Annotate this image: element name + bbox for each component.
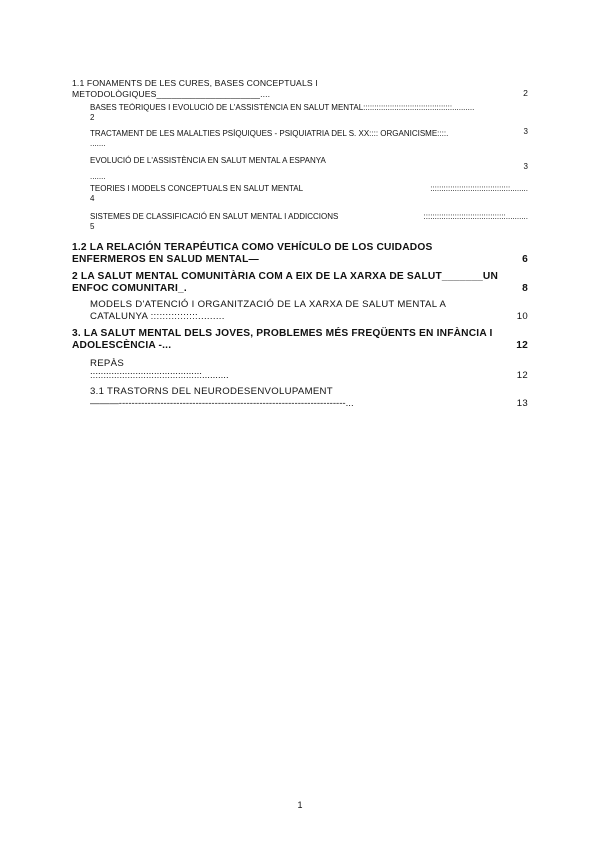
- toc-entry[interactable]: [72, 212, 528, 232]
- toc-entry-title-cont: METODOLÒGIQUES_____________________....: [72, 88, 271, 99]
- toc-entry-leaders: .......: [90, 172, 106, 181]
- toc-page-number: 13: [516, 398, 528, 409]
- toc-entry[interactable]: [72, 271, 528, 295]
- toc-entry-title-cont: ADOLESCÈNCIA -...: [72, 340, 172, 351]
- toc-page-number: 5: [90, 222, 95, 231]
- toc-entry[interactable]: [72, 358, 528, 382]
- toc-entry[interactable]: [72, 103, 528, 123]
- toc-page-number: 12: [516, 340, 528, 351]
- toc-page-number: 6: [522, 254, 528, 265]
- toc-page-number: 4: [90, 194, 95, 203]
- toc-entry[interactable]: [72, 242, 528, 266]
- toc-entry-title: EVOLUCIÓ DE L'ASSISTÈNCIA EN SALUT MENTAL A ESPANYA: [90, 156, 326, 165]
- toc-entry-title: TRACTAMENT DE LES MALALTIES PSÍQUIQUES - PSIQUIATRIA DEL S. XX:::: ORGANICISME::::.: [90, 129, 449, 138]
- toc-page-number: 2: [90, 113, 95, 122]
- toc-entry-title: 3. LA SALUT MENTAL DELS JOVES, PROBLEMES MÉS FREQÜENTS EN INFÀNCIA I: [72, 328, 493, 339]
- table-of-contents: [72, 78, 528, 410]
- toc-page-number: 3: [523, 162, 528, 171]
- toc-entry[interactable]: [72, 184, 528, 204]
- toc-entry[interactable]: [72, 78, 528, 99]
- toc-entry-title: 1.2 LA RELACIÓN TERAPÉUTICA COMO VEHÍCULO DE LOS CUIDADOS: [72, 242, 433, 253]
- toc-entry[interactable]: [72, 156, 528, 182]
- toc-entry-title: REPÀS: [90, 358, 125, 369]
- toc-entry-title-cont: CATALUNYA ::::::::::::::::.........: [90, 311, 225, 322]
- toc-page-number: 12: [516, 370, 528, 381]
- toc-entry-title: MODELS D'ATENCIÓ I ORGANITZACIÓ DE LA XARXA DE SALUT MENTAL A: [90, 299, 447, 310]
- toc-entry[interactable]: [72, 386, 528, 410]
- toc-page-number: 3: [523, 127, 528, 136]
- toc-entry-leaders: ::::::::::::::::::::::::::::::::::::::::::..........: [90, 370, 229, 381]
- toc-entry[interactable]: [72, 328, 528, 352]
- toc-page-number: 2: [523, 88, 528, 98]
- toc-entry-title-cont: ENFERMEROS EN SALUD MENTAL—: [72, 254, 259, 265]
- toc-entry-leaders: ———-----------------------------------------------------------------------...: [90, 398, 354, 409]
- toc-entry-title: TEORIES I MODELS CONCEPTUALS EN SALUT MENTAL: [90, 184, 304, 193]
- toc-entry-title: 2 LA SALUT MENTAL COMUNITÀRIA COM A EIX DE LA XARXA DE SALUT_______UN: [72, 271, 499, 282]
- page-number-footer: 1: [297, 800, 303, 810]
- toc-entry-leaders: .......: [90, 139, 106, 148]
- toc-entry-leaders: ::::::::::::::::::::::::::::::::::::........: [430, 184, 528, 193]
- toc-page-number: 8: [522, 283, 528, 294]
- toc-page-number: 10: [516, 311, 528, 322]
- toc-entry-title: 1.1 FONAMENTS DE LES CURES, BASES CONCEPTUALS I: [72, 78, 318, 88]
- toc-entry-title: SISTEMES DE CLASSIFICACIÓ EN SALUT MENTAL I ADDICCIONS: [90, 212, 339, 221]
- toc-entry-title-cont: ENFOC COMUNITARI_.: [72, 283, 187, 294]
- toc-entry[interactable]: [72, 129, 528, 149]
- toc-entry[interactable]: [72, 299, 528, 323]
- toc-entry-leaders: :::::::::::::::::::::::::::::::::::::..........: [423, 212, 528, 221]
- toc-entry-title: 3.1 TRASTORNS DEL NEURODESENVOLUPAMENT: [90, 386, 333, 397]
- toc-entry-title: BASES TEÒRIQUES I EVOLUCIÓ DE L'ASSISTÈNCIA EN SALUT MENTAL::::::::::::::::::::::::::::::::::::::::..........: [90, 103, 475, 112]
